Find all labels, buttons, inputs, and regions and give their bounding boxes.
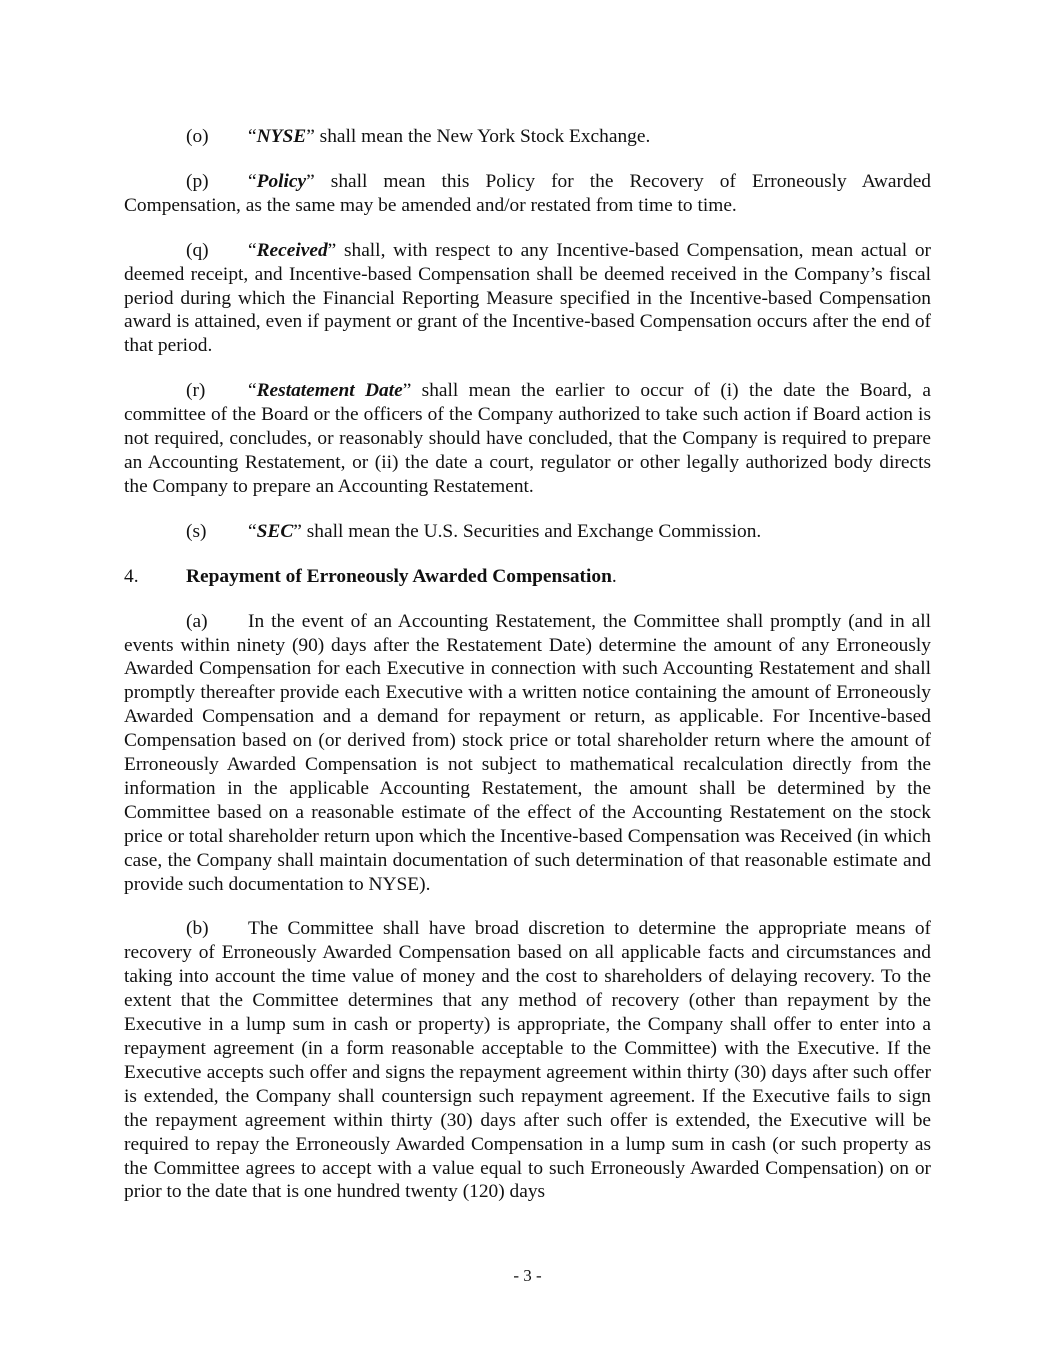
defined-term: NYSE [256, 126, 307, 147]
paragraph-label: (a) [186, 610, 208, 632]
section-number: 4. [124, 565, 139, 587]
definition-o: (o) “NYSE” shall mean the New York Stock Exchange. [186, 126, 651, 147]
definition-r: (r) “Restatement Date” shall mean the earlier to occur of (i) the date the Board, a committee of the Board or the officers of the Company authorized to take such action if Board action is not required, concludes, or reasonably should have concluded, that the Company is required to prepare an Accounting Restatement, or (ii) the date a court, regulator or other legally authorized body directs the Company to prepare an Accounting Restatement. [124, 380, 931, 497]
definition-text: ” shall mean the earlier to occur of (i) the date the Board, a committee of the Board or the officers of the Company authorized to take such action if Board action is not required, concludes, or reasonably should have concluded, that the Company is required to prepare an Accounting Restatement, or (ii) the date a court, regulator or other legally authorized body directs the Company to prepare an Accounting Restatement. [124, 380, 931, 497]
definition-q: (q) “Received” shall, with respect to any Incentive-based Compensation, mean actual or deemed receipt, and Incentive-based Compensation shall be deemed received in the Company’s fiscal period during which the Financial Reporting Measure specified in the Incentive-based Compensation award is attained, even if payment or grant of the Incentive-based Compensation occurs after the end of that period. [124, 239, 931, 357]
definition-text: ” shall, with respect to any Incentive-based Compensation, mean actual or deemed receipt, and Incentive-based Compensation shall be deemed received in the Company’s fiscal period during which the Financial Reporting Measure specified in the Incentive-based Compensation award is attained, even if payment or grant of the Incentive-based Compensation occurs after the end of that period. [124, 239, 931, 357]
paragraph-label: (b) [186, 918, 209, 940]
section-heading [124, 565, 931, 589]
paragraph-b [124, 917, 931, 1204]
document-page [124, 125, 931, 1225]
defined-term: SEC [256, 520, 294, 542]
section-title-end: . [611, 565, 617, 587]
definition-label: (s) [186, 520, 207, 542]
definition-s: (s) “SEC” shall mean the U.S. Securities and Exchange Commission. [186, 520, 762, 542]
definition-text: ” shall mean the U.S. Securities and Exchange Commission. [293, 520, 762, 542]
definition-label: (o) [186, 126, 209, 147]
defined-term: Received [256, 239, 328, 261]
definition-text: ” shall mean the New York Stock Exchange. [306, 126, 651, 147]
definition-label: (r) [186, 380, 206, 402]
definition-label: (p) [186, 170, 209, 192]
paragraph-a [124, 610, 931, 897]
definition-p: (p) “Policy” shall mean this Policy for the Recovery of Erroneously Awarded Compensation, as the same may be amended and/or restated from time to time. [124, 170, 931, 216]
defined-term: Restatement Date [256, 380, 403, 402]
defined-term: Policy [256, 170, 307, 192]
page-number: - 3 - [513, 1266, 542, 1285]
paragraph-text: In the event of an Accounting Restatement, the Committee shall promptly (and in all events within ninety (90) days after the Restatement Date) determine the amount of any Erroneously Awarded Compensation for each Executive in connection with such Accounting Restatement and shall promptly thereafter provide each Executive with a written notice containing the amount of Erroneously Awarded Compensation and a demand for repayment or return, as applicable. For Incentive-based Compensation based on (or derived from) stock price or total shareholder return where the amount of Erroneously Awarded Compensation is not subject to mathematical recalculation directly from the information in the applicable Accounting Restatement, the amount shall be determined by the Committee based on a reasonable estimate of the effect of the Accounting Restatement on the stock price or total shareholder return upon which the Incentive-based Compensation was Received (in which case, the Company shall maintain documentation of such determination of that reasonable estimate and provide such documentation to NYSE). [124, 610, 931, 895]
section-title: Repayment of Erroneously Awarded Compensation [186, 565, 612, 587]
definition-text: ” shall mean this Policy for the Recovery of Erroneously Awarded Compensation, as the same may be amended and/or restated from time to time. [124, 170, 931, 216]
paragraph-text: The Committee shall have broad discretion to determine the appropriate means of recovery of Erroneously Awarded Compensation based on all applicable facts and circumstances and taking into account the time value of money and the cost to shareholders of delaying recovery. To the extent that the Committee determines that any method of recovery (other than repayment by the Executive in a lump sum in cash or property) is appropriate, the Company shall offer to enter into a repayment agreement (in a form reasonable acceptable to the Committee) with the Executive. If the Executive accepts such offer and signs the repayment agreement within thirty (30) days after such offer is extended, the Company shall countersign such repayment agreement. If the Executive fails to sign the repayment agreement within thirty (30) days after such offer is extended, the Executive will be required to repay the Erroneously Awarded Compensation in a lump sum in cash (or such property as the Committee agrees to accept with a value equal to such Erroneously Awarded Compensation) on or prior to the date that is one hundred twenty (120) days [124, 918, 931, 1203]
definition-label: (q) [186, 239, 209, 261]
